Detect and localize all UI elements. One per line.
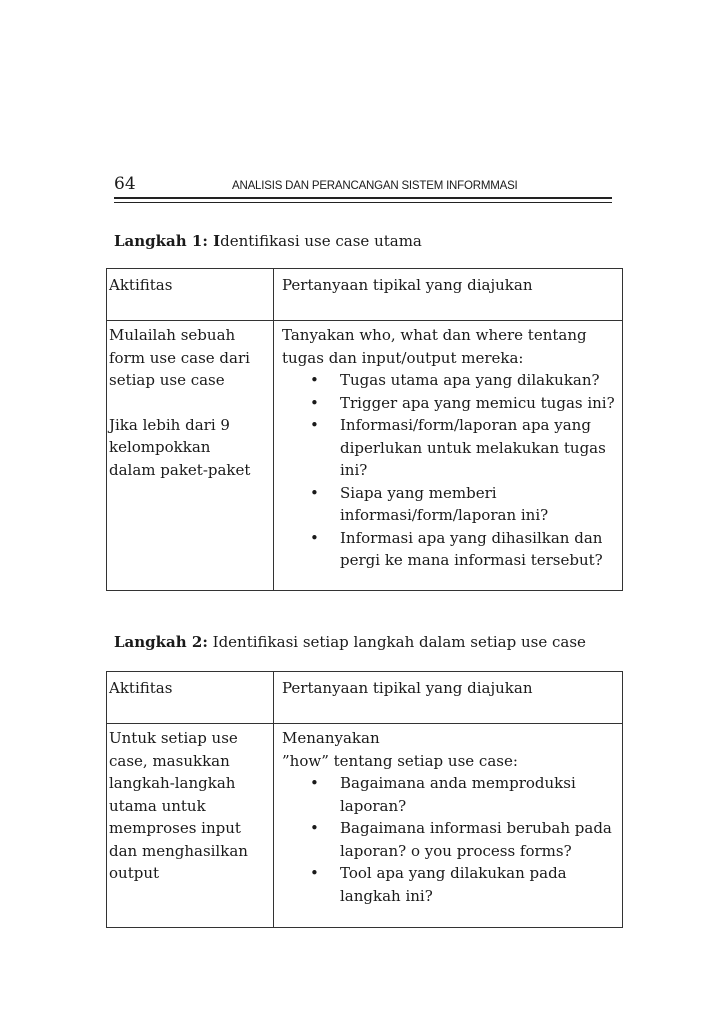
bullet-item: • Informasi apa yang dihasilkan dan pergi ke mana informasi tersebut? — [282, 527, 622, 572]
step2-question-cell — [274, 724, 623, 928]
bullet-item: • Siapa yang memberi informasi/form/laporan ini? — [282, 482, 622, 527]
activity-line: langkah-langkah — [109, 774, 236, 792]
question-intro-line: Tanyakan who, what dan where tentang — [282, 326, 587, 344]
activity-line: dalam paket-paket — [109, 460, 251, 479]
running-title: ANALISIS DAN PERANCANGAN SISTEM INFORMMASI — [232, 180, 518, 192]
activity-line: Mulailah sebuah — [109, 326, 236, 344]
step2-bullet-list — [282, 772, 622, 907]
step2-activity-cell — [107, 724, 274, 928]
step1-bullet-list — [282, 369, 622, 572]
step2-header-row — [107, 672, 623, 724]
bullet-item: • Bagaimana anda memproduksi laporan? — [282, 772, 622, 817]
step1-col-activity: Aktifitas — [107, 269, 274, 321]
activity-line: dan menghasilkan — [109, 841, 248, 860]
question-intro-line: ”how” tentang setiap use case: — [282, 751, 518, 770]
question-intro-line: tugas dan input/output mereka: — [282, 348, 524, 367]
step1-col-question: Pertanyaan tipikal yang diajukan — [274, 269, 623, 321]
step1-question-cell — [274, 321, 623, 591]
page-number: 64 — [114, 174, 136, 194]
step2-col-question: Pertanyaan tipikal yang diajukan — [274, 672, 623, 724]
step2-body-row — [107, 724, 623, 928]
activity-line: setiap use case — [109, 371, 225, 389]
step1-table — [106, 268, 623, 591]
step1-body-row — [107, 321, 623, 591]
step1-heading — [114, 232, 422, 250]
bullet-item: • Informasi/form/laporan apa yang diperlukan untuk melakukan tugas ini? — [282, 414, 622, 482]
bullet-item: • Bagaimana informasi berubah pada laporan? o you process forms? — [282, 817, 622, 862]
bullet-item: • Trigger apa yang memicu tugas ini? — [282, 392, 622, 415]
activity-line: kelompokkan — [109, 438, 211, 456]
step2-heading-bold: Langkah 2: — [114, 633, 208, 651]
question-intro-line: Menanyakan — [282, 729, 380, 747]
activity-line: Jika lebih dari 9 — [109, 415, 230, 434]
bullet-item: • Tool apa yang dilakukan pada langkah ini? — [282, 862, 622, 907]
step2-table — [106, 671, 623, 928]
activity-line: utama untuk — [109, 796, 206, 815]
step1-heading-text: dentifikasi use case utama — [220, 232, 422, 250]
header-rule-thick — [114, 197, 612, 199]
step1-header-row — [107, 269, 623, 321]
header-rule-thin — [114, 202, 612, 203]
step1-heading-bold: Langkah 1: I — [114, 232, 221, 250]
activity-line: memproses input — [109, 819, 241, 837]
step1-activity-cell — [107, 321, 274, 591]
step2-heading-text: Identifikasi setiap langkah dalam setiap use case — [207, 633, 586, 651]
activity-line: output — [109, 864, 160, 882]
activity-line: Untuk setiap use — [109, 729, 238, 747]
activity-line: case, masukkan — [109, 751, 230, 770]
step2-heading — [114, 633, 586, 651]
bullet-item: • Tugas utama apa yang dilakukan? — [282, 369, 622, 392]
activity-line: form use case dari — [109, 348, 250, 367]
step2-col-activity: Aktifitas — [107, 672, 274, 724]
